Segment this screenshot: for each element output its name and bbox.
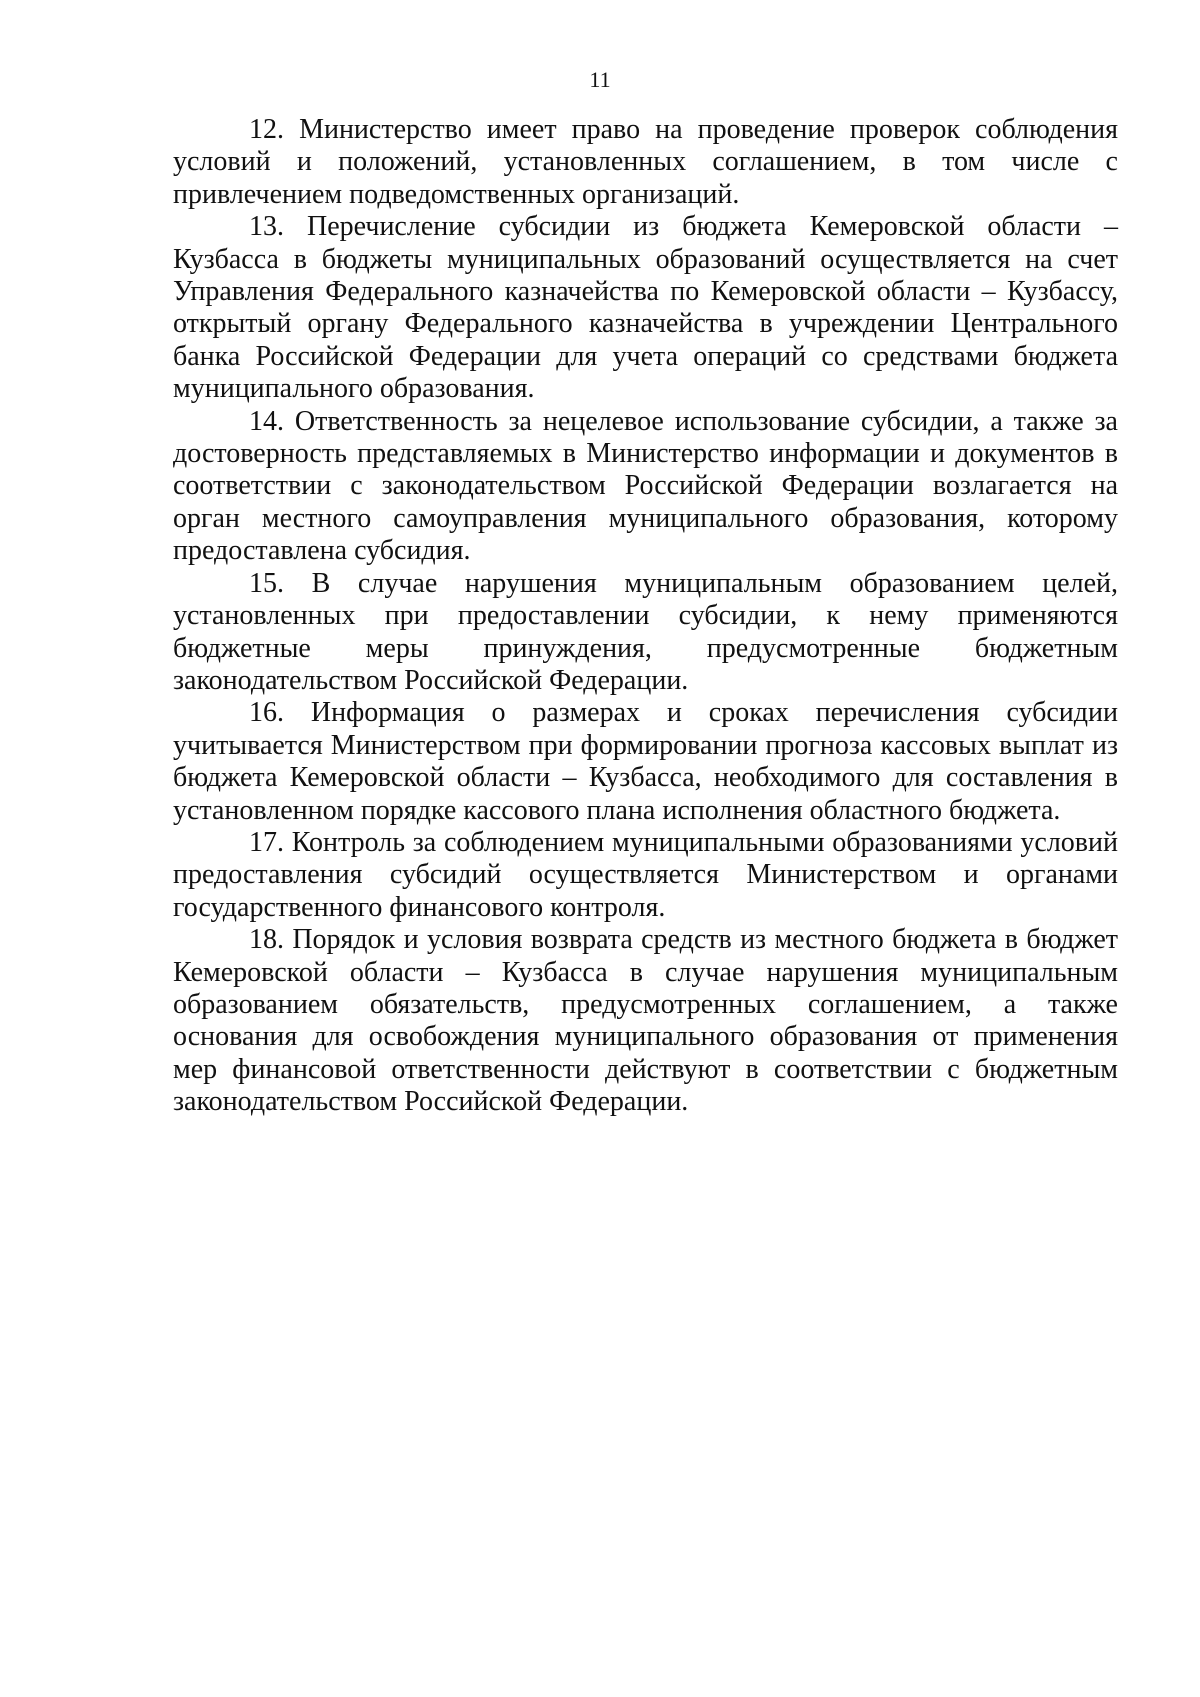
document-body [173, 114, 1118, 1119]
paragraph-12: 12. Министерство имеет право на проведение проверок соблюдения условий и положений, установленных соглашением, в том числе с привлечением подведомственных организаций. [173, 114, 1118, 210]
paragraph-17: 17. Контроль за соблюдением муниципальными образованиями условий предоставления субсидий осуществляется Министерством и органами государственного финансового контроля. [173, 826, 1118, 923]
paragraph-15: 15. В случае нарушения муниципальным образованием целей, установленных при предоставлении субсидии, к нему применяются бюджетные меры принуждения, предусмотренные бюджетным законодательством Российской Федерации. [173, 567, 1118, 696]
paragraph-18: 18. Порядок и условия возврата средств из местного бюджета в бюджет Кемеровской области – Кузбасса в случае нарушения муниципальным образованием обязательств, предусмотренных соглашением, а также основания для освобождения муниципального образования от применения мер финансовой ответственности действуют в соответствии с бюджетным законодательством Российской Федерации. [173, 924, 1118, 1118]
paragraph-14: 14. Ответственность за нецелевое использование субсидии, а также за достоверность представляемых в Министерство информации и документов в соответствии с законодательством Российской Федерации возлагается на орган местного самоуправления муниципального образования, которому предоставлена субсидия. [173, 405, 1118, 567]
paragraph-13: 13. Перечисление субсидии из бюджета Кемеровской области – Кузбасса в бюджеты муниципальных образований осуществляется на счет Управления Федерального казначейства по Кемеровской области – Кузбассу, открытый органу Федерального казначейства в учреждении Центрального банка Российской Федерации для учета операций со средствами бюджета муниципального образования. [173, 211, 1118, 405]
paragraph-16: 16. Информация о размерах и сроках перечисления субсидии учитывается Министерством при формировании прогноза кассовых выплат из бюджета Кемеровской области – Кузбасса, необходимого для составления в установленном порядке кассового плана исполнения областного бюджета. [173, 697, 1118, 826]
page-number: 11 [589, 67, 611, 92]
